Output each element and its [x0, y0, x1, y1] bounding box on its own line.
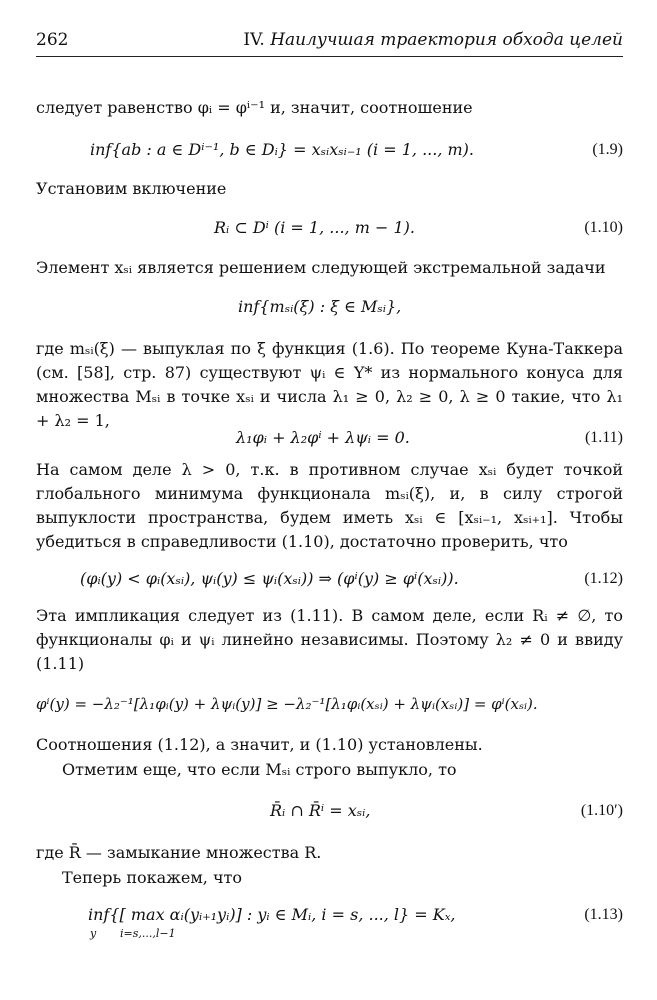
- equation-number-1-9: (1.9): [592, 141, 623, 158]
- paragraph-9: где R̄ — замыкание множества R.: [36, 843, 322, 862]
- equation-1-13: inf{[ max αᵢ(yᵢ₊₁yᵢ)] : yᵢ ∈ Mᵢ, i = s, ..., l} = Kₓ,: [88, 905, 456, 924]
- paragraph-10: Теперь покажем, что: [62, 868, 243, 887]
- equation-number-1-10-prime: (1.10′): [580, 802, 623, 819]
- header-rule: [36, 56, 623, 57]
- equation-1-13-max-subscript: i=s,...,l−1: [120, 927, 176, 940]
- equation-number-1-12: (1.12): [584, 570, 623, 587]
- running-head: [243, 30, 623, 50]
- equation-1-12: (φᵢ(y) < φᵢ(xₛᵢ), ψᵢ(y) ≤ ψᵢ(xₛᵢ)) ⇒ (φⁱ(y) ≥ φⁱ(xₛᵢ)).: [80, 569, 459, 588]
- paragraph-4: где mₛᵢ(ξ) — выпуклая по ξ функция (1.6). По теореме Куна-Таккера (см. [58], стр. 87) существуют ψᵢ ∈ Y* из нормального конуса для множества Mₛᵢ в точке xₛᵢ и числа λ₁ ≥ 0, λ₂ ≥ 0, λ ≥ 0 такие, что λ₁ + λ₂ = 1,: [36, 339, 623, 430]
- paragraph-2: Установим включение: [36, 179, 227, 198]
- equation-1-10: Rᵢ ⊂ Dⁱ (i = 1, ..., m − 1).: [214, 218, 415, 237]
- equation-number-1-11: (1.11): [584, 429, 623, 446]
- equation-number-1-13: (1.13): [584, 906, 623, 923]
- page-number: 262: [36, 30, 69, 50]
- equation-number-1-10: (1.10): [584, 219, 623, 236]
- paragraph-8: Отметим еще, что если Mₛᵢ строго выпукло, то: [62, 760, 457, 779]
- equation-1-13-inf-subscript: y: [90, 927, 97, 940]
- chapter-title: Наилучшая траектория обхода целей: [270, 30, 623, 50]
- equation-long: φⁱ(y) = −λ₂⁻¹[λ₁φᵢ(y) + λψᵢ(y)] ≥ −λ₂⁻¹[λ₁φᵢ(xₛᵢ) + λψᵢ(xₛᵢ)] = φⁱ(xₛᵢ).: [36, 695, 538, 713]
- equation-1-9: inf{ab : a ∈ Dⁱ⁻¹, b ∈ Dᵢ} = xₛᵢxₛᵢ₋₁ (i = 1, ..., m).: [90, 140, 474, 159]
- chapter-number: IV.: [243, 30, 265, 50]
- equation-inf: inf{mₛᵢ(ξ) : ξ ∈ Mₛᵢ},: [238, 297, 402, 316]
- paragraph-7: Соотношения (1.12), а значит, и (1.10) установлены.: [36, 735, 483, 754]
- paragraph-1: следует равенство φᵢ = φⁱ⁻¹ и, значит, соотношение: [36, 98, 473, 117]
- paragraph-6: Эта импликация следует из (1.11). В самом деле, если Rᵢ ≠ ∅, то функционалы φᵢ и ψᵢ линейно независимы. Поэтому λ₂ ≠ 0 и ввиду (1.11): [36, 606, 623, 673]
- equation-1-10-prime: R̄ᵢ ∩ R̄ⁱ = xₛᵢ,: [270, 801, 371, 820]
- equation-1-11: λ₁φᵢ + λ₂φⁱ + λψᵢ = 0.: [236, 428, 410, 447]
- paragraph-5: На самом деле λ > 0, т.к. в противном случае xₛᵢ будет точкой глобального минимума функционала mₛᵢ(ξ), и, в силу строгой выпуклости пространства, будем иметь xₛᵢ ∈ [xₛᵢ₋₁, xₛᵢ₊₁]. Чтобы убедиться в справедливости (1.10), достаточно проверить, что: [36, 460, 623, 551]
- paragraph-3: Элемент xₛᵢ является решением следующей экстремальной задачи: [36, 258, 606, 277]
